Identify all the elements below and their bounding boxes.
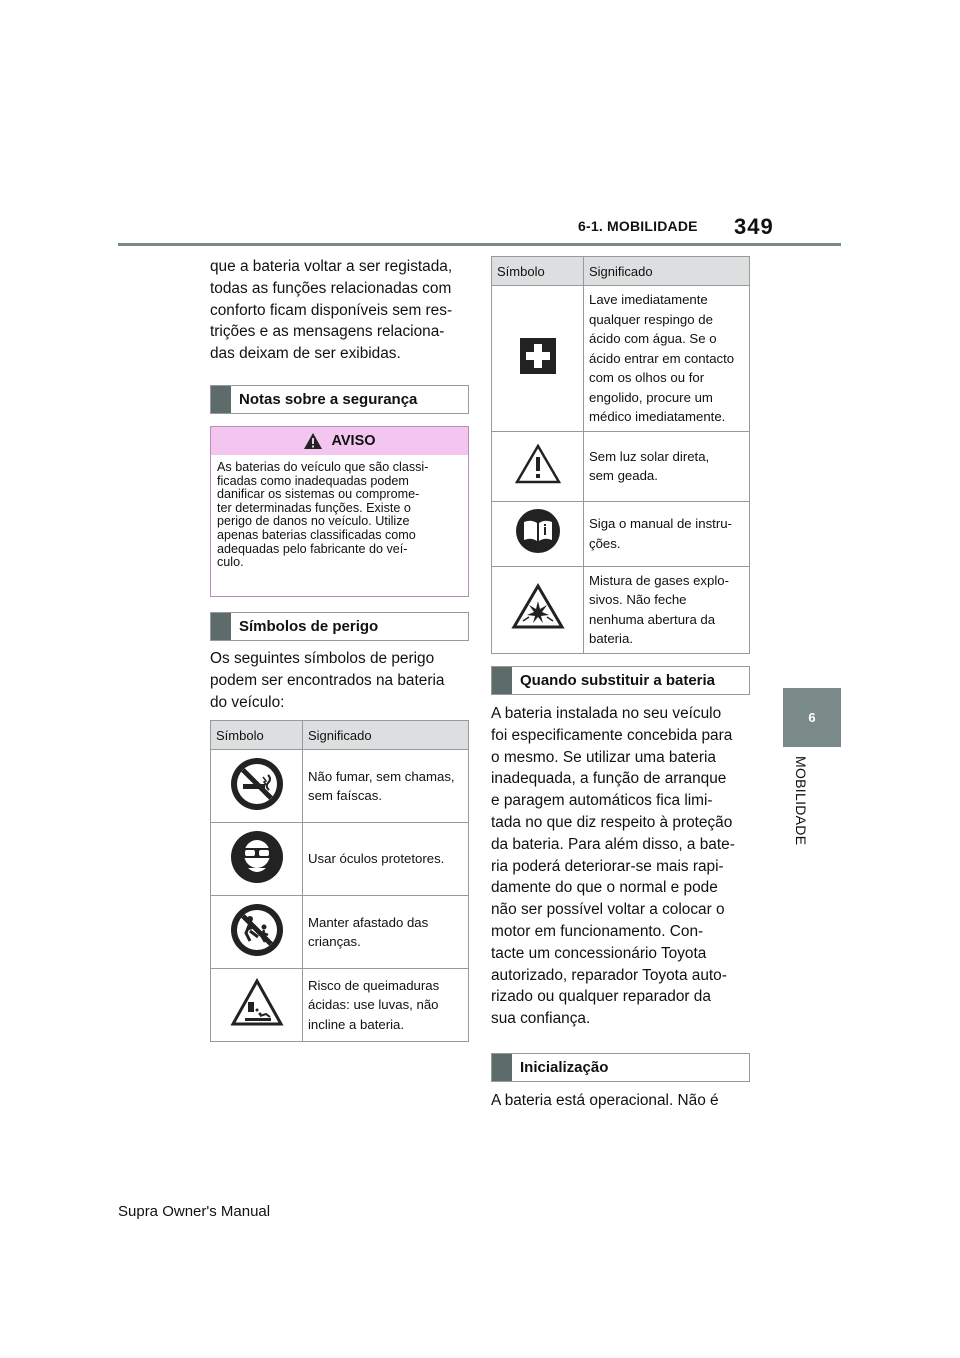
chapter-number: 6	[808, 710, 816, 725]
table-row: Risco de queimaduras ácidas: use luvas, não incline a bateria.	[211, 969, 469, 1042]
text-line: conforto ficam disponíveis sem res-	[210, 301, 453, 319]
text-line: trições e as mensagens relaciona-	[210, 323, 445, 341]
table-row: Sem luz solar direta, sem geada.	[492, 431, 750, 501]
page-number: 349	[734, 214, 774, 239]
section-heading-symbols: Símbolos de perigo	[210, 612, 469, 641]
symbols-intro: Os seguintes símbolos de perigo podem ser encontrados na bateria do veículo:	[210, 650, 445, 711]
acid-burn-icon	[230, 978, 284, 1028]
hazard-symbols-table	[210, 720, 469, 1042]
table-header-row: Símbolo Significado	[211, 721, 469, 750]
warning-header: AVISO	[211, 427, 468, 455]
warning-text: As baterias do veículo que são classi- ficadas como inadequadas podem danificar os sistemas ou comprome- ter determinadas funções. Existe o perigo de danos no veículo. Utilize apenas baterias classificadas como adequadas pelo fabricante do veí- culo.	[217, 460, 429, 570]
warning-icon	[303, 432, 323, 450]
hazard-symbols-table-continued	[491, 256, 750, 654]
keep-children-away-icon	[230, 903, 284, 957]
section-heading-safety: Notas sobre a segurança	[210, 385, 469, 414]
table-row: Manter afastado das crianças.	[211, 896, 469, 969]
table-row: Lave imediatamente qualquer respingo de ácido com água. Se o ácido entrar em contacto com os olhos ou for engolido, procure um médico imediatamente.	[492, 286, 750, 432]
table-row: Usar óculos protetores.	[211, 823, 469, 896]
footer-manual-title: Supra Owner's Manual	[118, 1203, 271, 1220]
section-heading-init: Inicialização	[491, 1053, 750, 1082]
warning-triangle-icon	[515, 444, 561, 484]
table-row: Não fumar, sem chamas, sem faíscas.	[211, 750, 469, 823]
section-title: 6-1. MOBILIDADE	[578, 218, 698, 234]
first-aid-cross-icon	[520, 338, 556, 374]
header-rule	[118, 243, 841, 246]
table-row: Siga o manual de instru- ções.	[492, 501, 750, 566]
goggles-icon	[230, 830, 284, 884]
warning-box	[210, 426, 469, 597]
text-line: todas as funções relacionadas com	[210, 279, 452, 297]
explosion-icon	[511, 583, 565, 631]
section-heading-replace: Quando substituir a bateria	[491, 666, 750, 695]
no-smoking-icon	[230, 757, 284, 811]
replace-paragraph: A bateria instalada no seu veículo foi especificamente concebida para o mesmo. Se utilizar uma bateria inadequada, a função de arranque e paragem automáticos fica limi- tada no que diz respeito à proteção da bateria. Para além disso, a bate- ria poderá deteriorar-se mais rapi- damente do que o normal e pode não ser possível voltar a colocar o motor em funcionamento. Con- tacte um concessionário Toyota autorizado, reparador Toyota auto- rizado ou qualquer reparador da sua confiança.	[491, 705, 735, 1028]
init-paragraph: A bateria está operacional. Não é	[491, 1092, 719, 1109]
manual-book-icon	[515, 508, 561, 554]
table-row: Mistura de gases explo- sivos. Não feche nenhuma abertura da bateria.	[492, 566, 750, 653]
intro-paragraph	[210, 256, 480, 365]
text-line: que a bateria voltar a ser registada,	[210, 258, 453, 275]
table-header-row: Símbolo Significado	[492, 257, 750, 286]
text-line: das deixam de ser exibidas.	[210, 345, 401, 363]
chapter-tab[interactable]	[783, 688, 841, 747]
chapter-label: MOBILIDADE	[793, 756, 809, 846]
